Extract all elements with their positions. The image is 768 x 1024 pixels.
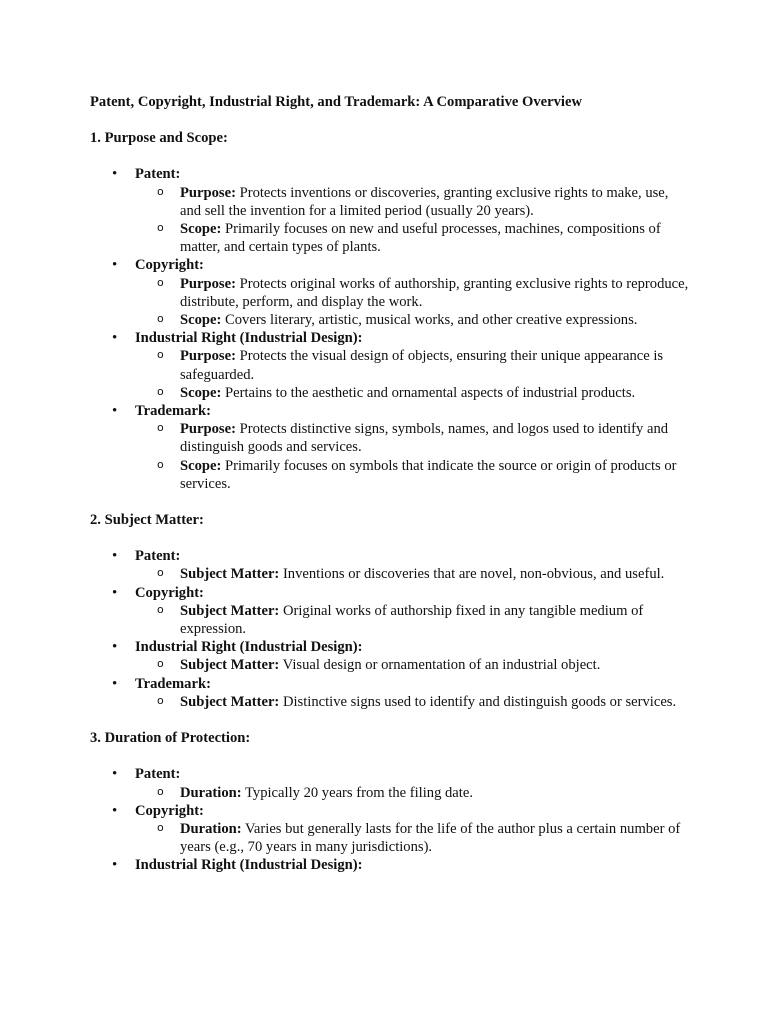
list-item-title: • Industrial Right (Industrial Design): — [135, 857, 363, 874]
sub-item-text: Primarily focuses on symbols that indicate the source or origin of products or services. — [180, 457, 677, 492]
document-section — [90, 511, 690, 711]
sub-item-text: Protects original works of authorship, granting exclusive rights to reproduce, distribute, perform, and display the work. — [180, 275, 689, 310]
sub-list — [135, 820, 690, 856]
list-item — [90, 802, 690, 857]
sub-list — [135, 784, 690, 802]
sub-list — [135, 656, 690, 674]
sub-item-text: Varies but generally lasts for the life of the author plus a certain number of years (e.g., 70 years in many jurisdictions). — [180, 820, 681, 856]
document-title: Patent, Copyright, Industrial Right, and Trademark: A Comparative Overview — [90, 94, 582, 110]
sub-item-label: Purpose: — [180, 275, 236, 292]
sub-item-label: Subject Matter: — [180, 657, 280, 674]
sub-item-label: Purpose: — [180, 421, 236, 438]
sub-list-item — [135, 347, 690, 383]
list-item-title: • Patent: — [135, 548, 181, 565]
sub-item-text: Inventions or discoveries that are novel, non-obvious, and useful. — [282, 566, 665, 583]
sub-item-label: Duration: — [180, 820, 242, 837]
list-item-title: • Patent: — [135, 766, 181, 783]
document-page — [90, 93, 690, 893]
sub-list-item — [135, 384, 690, 402]
sub-item-label: Scope: — [180, 221, 222, 238]
sub-item-label: Duration: — [180, 784, 242, 801]
list-item-title: • Trademark: — [135, 403, 211, 420]
sub-list — [135, 184, 690, 257]
document-sections — [90, 129, 690, 874]
sub-item-label: Subject Matter: — [180, 693, 280, 710]
bullet-list — [90, 165, 690, 493]
list-item — [90, 856, 690, 874]
sub-list — [135, 275, 690, 330]
list-item-title: • Industrial Right (Industrial Design): — [135, 330, 363, 347]
sub-list — [135, 602, 690, 638]
sub-list-item — [135, 275, 690, 311]
list-item — [90, 402, 690, 493]
sub-list-item — [135, 820, 690, 856]
sub-list — [135, 347, 690, 402]
list-item — [90, 256, 690, 329]
list-item — [90, 165, 690, 256]
section-heading: 2. Subject Matter: — [90, 512, 204, 529]
sub-item-label: Scope: — [180, 384, 222, 401]
sub-item-text: Distinctive signs used to identify and distinguish goods or services. — [282, 693, 677, 710]
sub-item-label: Scope: — [180, 457, 222, 474]
sub-item-label: Subject Matter: — [180, 602, 280, 619]
sub-list-item — [135, 784, 690, 802]
sub-item-text: Protects the visual design of objects, ensuring their unique appearance is safeguarded. — [180, 348, 664, 383]
sub-item-text: Protects inventions or discoveries, granting exclusive rights to make, use, and sell the invention for a limited period (usually 20 years). — [180, 184, 669, 219]
sub-list — [135, 420, 690, 493]
list-item-title: • Copyright: — [135, 802, 204, 819]
sub-list-item — [135, 602, 690, 638]
sub-list-item — [135, 184, 690, 220]
list-item — [90, 584, 690, 639]
list-item-title: • Patent: — [135, 166, 181, 183]
list-item-title: • Copyright: — [135, 584, 204, 601]
section-heading: 3. Duration of Protection: — [90, 730, 251, 747]
sub-list-item — [135, 565, 690, 583]
sub-item-label: Subject Matter: — [180, 566, 280, 583]
sub-item-label: Scope: — [180, 312, 222, 329]
list-item-title: • Copyright: — [135, 257, 204, 274]
sub-list-item — [135, 693, 690, 711]
bullet-list — [90, 547, 690, 711]
sub-item-text: Pertains to the aesthetic and ornamental aspects of industrial products. — [225, 384, 636, 401]
sub-list-item — [135, 656, 690, 674]
section-heading: 1. Purpose and Scope: — [90, 130, 228, 147]
bullet-list — [90, 765, 690, 874]
list-item — [90, 675, 690, 711]
list-item — [90, 329, 690, 402]
document-section — [90, 129, 690, 493]
list-item-title: • Industrial Right (Industrial Design): — [135, 639, 363, 656]
sub-list — [135, 693, 690, 711]
sub-list-item — [135, 420, 690, 456]
sub-list-item — [135, 311, 690, 329]
document-section — [90, 729, 690, 874]
sub-item-text: Typically 20 years from the filing date. — [245, 784, 473, 801]
sub-item-text: Protects distinctive signs, symbols, names, and logos used to identify and distinguish goods and services. — [180, 421, 669, 456]
sub-item-label: Purpose: — [180, 184, 236, 201]
sub-item-label: Purpose: — [180, 348, 236, 365]
list-item — [90, 547, 690, 583]
sub-item-text: Covers literary, artistic, musical works, and other creative expressions. — [225, 312, 638, 329]
sub-list — [135, 565, 690, 583]
sub-item-text: Primarily focuses on new and useful processes, machines, compositions of matter, and certain types of plants. — [180, 221, 661, 256]
sub-list-item — [135, 220, 690, 256]
sub-item-text: Original works of authorship fixed in any tangible medium of expression. — [180, 602, 644, 638]
list-item-title: • Trademark: — [135, 675, 211, 692]
list-item — [90, 765, 690, 801]
sub-item-text: Visual design or ornamentation of an industrial object. — [282, 657, 601, 674]
sub-list-item — [135, 457, 690, 493]
list-item — [90, 638, 690, 674]
